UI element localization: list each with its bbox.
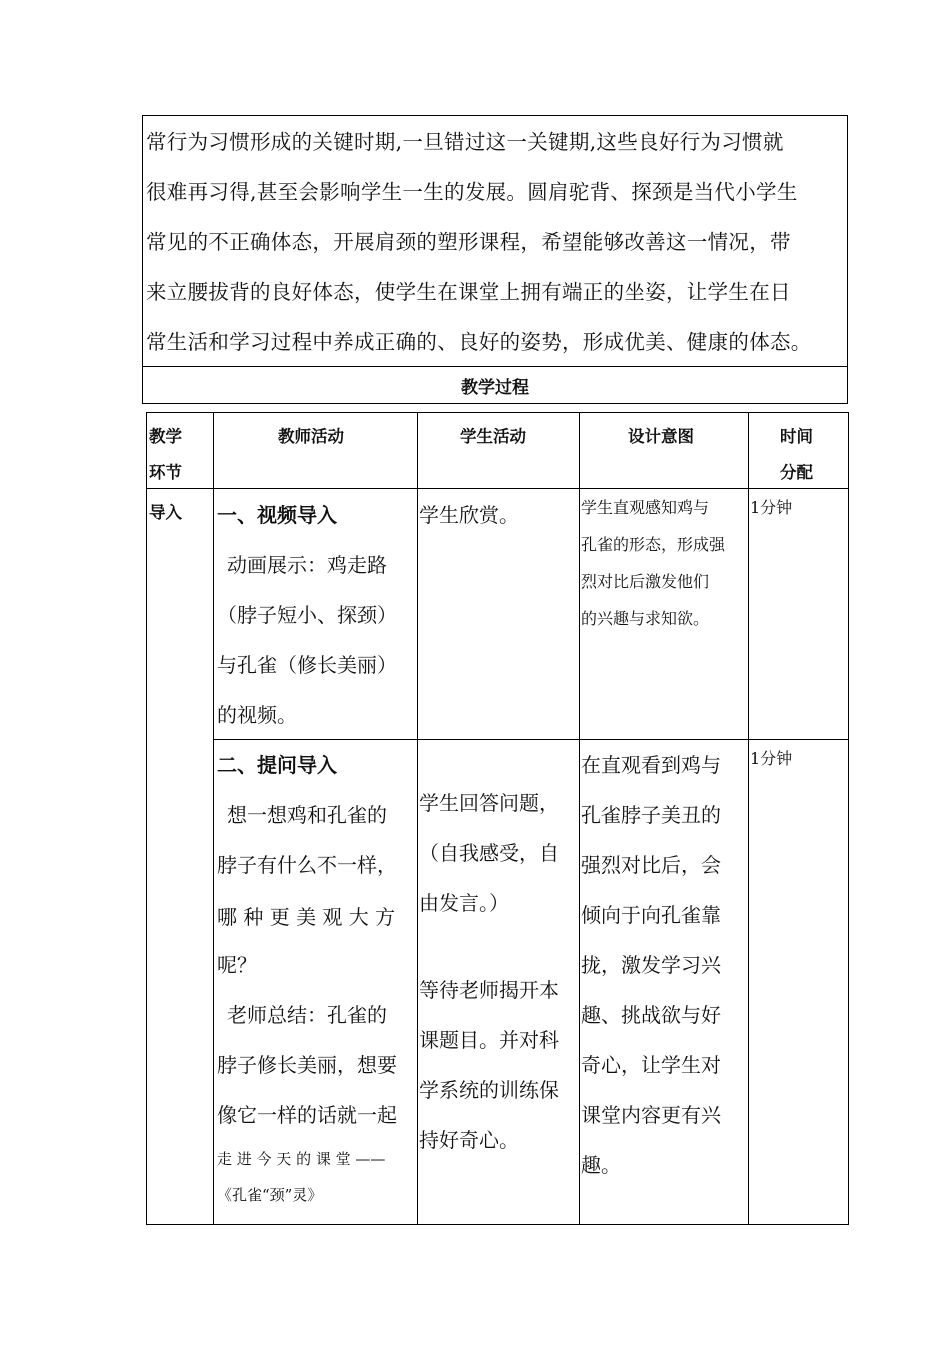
header-stage-line2: 环节 [149, 463, 182, 482]
time-allocation: 1分钟 [750, 749, 793, 768]
student-activity-text: 学生欣赏。 [419, 503, 519, 527]
teacher-activity-line: 走 进 今 天 的 课 堂 —— [217, 1150, 386, 1168]
header-teacher-activity: 教师活动 [278, 427, 344, 446]
teaching-process-table [146, 412, 849, 1225]
design-intent-line: 孔雀脖子美丑的 [581, 803, 721, 827]
design-intent-line: 烈对比后激发他们 [581, 572, 710, 591]
design-intent-line: 奇心，让学生对 [581, 1053, 721, 1077]
header-student-activity: 学生活动 [460, 427, 526, 446]
student-activity-line: 等待老师揭开本 [419, 978, 559, 1002]
teacher-activity-line: 与孔雀（修长美丽） [217, 653, 397, 677]
design-intent-line: 倾向于向孔雀靠 [581, 903, 721, 927]
design-intent-line: 学生直观感知鸡与 [581, 498, 710, 517]
intro-line: 常生活和学习过程中养成正确的、良好的姿势，形成优美、健康的体态。 [146, 330, 812, 354]
design-intent-line: 强烈对比后，会 [581, 853, 721, 877]
intro-line: 来立腰拔背的良好体态，使学生在课堂上拥有端正的坐姿，让学生在日 [146, 280, 791, 304]
intro-paragraph-box [142, 115, 848, 367]
header-design-intent: 设计意图 [628, 427, 694, 446]
design-intent-line: 趣、挑战欲与好 [581, 1003, 721, 1027]
teacher-activity-line: 动画展示：鸡走路 [227, 553, 387, 577]
design-intent-line: 在直观看到鸡与 [581, 753, 721, 777]
student-activity-line: 课题目。并对科 [419, 1028, 559, 1052]
time-allocation: 1分钟 [750, 498, 793, 517]
design-intent-line: 的兴趣与求知欲。 [581, 609, 710, 628]
header-stage-line1: 教学 [149, 427, 182, 446]
row-divider [147, 488, 848, 489]
teacher-activity-line: 《孔雀“颈”灵》 [217, 1186, 323, 1204]
student-activity-line: 由发言。） [419, 891, 509, 915]
design-intent-line: 孔雀的形态，形成强 [581, 535, 726, 554]
student-activity-line: （自我感受，自 [419, 841, 559, 865]
student-activity-line: 持好奇心。 [419, 1128, 519, 1152]
column-divider [748, 413, 749, 1224]
teacher-activity-line: 呢？ [217, 953, 257, 977]
column-divider [579, 413, 580, 1224]
student-activity-line: 学生回答问题， [419, 791, 559, 815]
student-activity-line: 学系统的训练保 [419, 1078, 559, 1102]
teacher-activity-line: 想一想鸡和孔雀的 [227, 803, 387, 827]
teacher-activity-line: （脖子短小、探颈） [217, 603, 397, 627]
teacher-activity-line: 的视频。 [217, 703, 297, 727]
column-divider [213, 413, 214, 1224]
header-time-line1: 时间 [780, 427, 813, 446]
teacher-activity-line: 哪 种 更 美 观 大 方 [217, 905, 396, 929]
teacher-activity-line: 脖子有什么不一样， [217, 853, 397, 877]
teacher-activity-line: 老师总结：孔雀的 [227, 1003, 387, 1027]
section-title: 教学过程 [461, 378, 529, 398]
design-intent-line: 趣。 [581, 1153, 621, 1177]
design-intent-line: 拢，激发学习兴 [581, 953, 721, 977]
teacher-activity-title: 二、提问导入 [217, 753, 337, 777]
column-divider [417, 413, 418, 1224]
teacher-activity-line: 脖子修长美丽，想要 [217, 1053, 397, 1077]
design-intent-line: 课堂内容更有兴 [581, 1103, 721, 1127]
intro-line: 常见的不正确体态，开展肩颈的塑形课程，希望能够改善这一情况，带 [146, 230, 791, 254]
stage-intro-label: 导入 [149, 503, 182, 522]
intro-line: 常行为习惯形成的关键时期,一旦错过这一关键期,这些良好行为习惯就 [146, 130, 784, 154]
intro-line: 很难再习得,甚至会影响学生一生的发展。圆肩驼背、探颈是当代小学生 [146, 180, 798, 204]
row-divider [213, 739, 848, 740]
teacher-activity-line: 像它一样的话就一起 [217, 1103, 397, 1127]
header-time-line2: 分配 [780, 463, 813, 482]
teacher-activity-title: 一、视频导入 [217, 503, 337, 527]
section-heading-box [142, 366, 848, 404]
